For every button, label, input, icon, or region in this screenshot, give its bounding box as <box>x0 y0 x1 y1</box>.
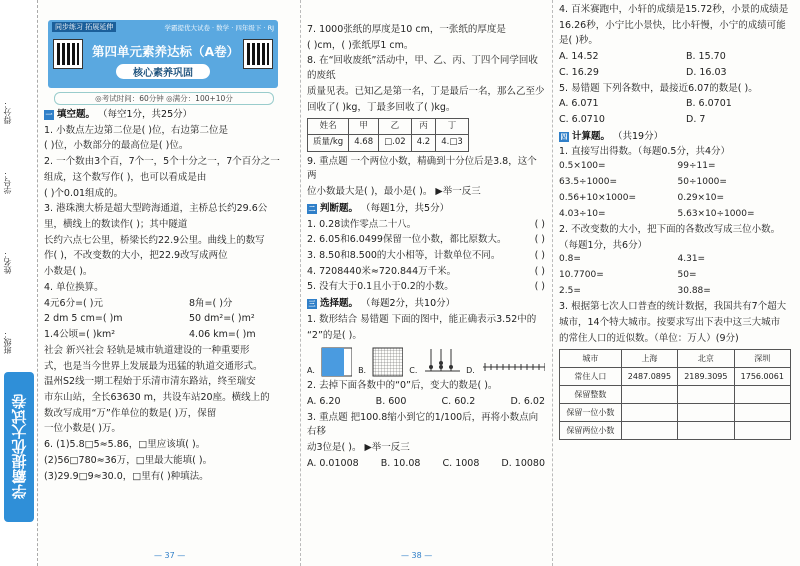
question-line: 1. 数形结合 易错题 下面的图中，能正确表示3.52中的 <box>307 313 537 325</box>
unit-row <box>44 297 289 312</box>
table-cell[interactable] <box>621 422 677 440</box>
question-line: 2. 一个数由3个百，7个一，5个十分之一，7个百分之一 <box>44 156 280 168</box>
question-line: ( )cm，( )张纸厚1 cm。 <box>307 39 414 51</box>
table-cell: 4.□3 <box>436 135 469 151</box>
grid-figure-icon <box>372 347 403 377</box>
question-line: 回收了( )kg，丁最多回收了( )kg。 <box>307 101 456 113</box>
option: B. 6.0701 <box>686 98 732 110</box>
choice-figures <box>307 345 545 377</box>
table-cell[interactable] <box>678 422 734 440</box>
population-table <box>559 349 791 440</box>
page-number: — 38 — <box>401 550 433 560</box>
column-1 <box>44 0 289 566</box>
question-line: 质量见表。已知乙是第一名，丁是最后一名，那么乙至少 <box>307 85 545 97</box>
option: B. 15.70 <box>686 51 726 63</box>
option: A. 0.01008 <box>307 457 359 469</box>
convert-item: 10.7700= <box>559 270 604 281</box>
question-line: 8. 在“回收废纸”活动中，甲、乙、丙、丁四个同学回收的废纸 <box>307 55 538 82</box>
section-number: 三 <box>308 300 316 309</box>
judge-item <box>307 265 545 280</box>
question-line: 作( )，不改变数的大小，把22.9改写成两位 <box>44 250 228 262</box>
question-line: 4. 百米赛跑中，小轩的成绩是15.72秒，小景的成绩是 <box>559 4 789 15</box>
question-line: 位小数最大是( )，最小是( )。 ▶举一反三 <box>307 186 481 198</box>
question-line: 组成，这个数写作( )，也可以看成是由 <box>44 171 207 183</box>
section-score: （每题2分，共10分） <box>361 298 456 310</box>
section-number: 二 <box>308 205 316 214</box>
option-row <box>307 395 545 410</box>
score-field: 得分： <box>3 100 12 124</box>
unit-row <box>44 328 289 343</box>
table-cell[interactable] <box>678 386 734 404</box>
table-cell: 2487.0895 <box>621 368 677 386</box>
question-line: ( )个0.01组成的。 <box>44 187 124 199</box>
option: D. 16.03 <box>686 66 727 78</box>
convert-item: 50= <box>677 270 697 281</box>
question-line: “2”的是( )。 <box>307 329 362 341</box>
question-line: 城市，14个特大城市。按要求写出下表中这三大城市 <box>559 316 781 328</box>
square-figure-icon <box>321 347 352 377</box>
question-line: (3)29.9□9≈30.0，□里有( )种填法。 <box>44 470 209 482</box>
question-line: ( )位，小数部分的最高位是( )位。 <box>44 140 189 152</box>
option-label: C. <box>409 365 418 375</box>
option-label: B. <box>358 365 367 375</box>
section-title: 选择题。 <box>320 298 359 310</box>
page-title: 第四单元素养达标（A卷） <box>92 44 240 59</box>
class-field: 班级： <box>3 330 12 354</box>
table-cell: 保留整数 <box>560 386 622 404</box>
section-score: （每空1分，共25分） <box>98 109 193 120</box>
judge-text: 4. 7208440米≈720.844万千米。 <box>307 265 457 277</box>
option: C. 6.0710 <box>559 114 605 126</box>
question-line: 长约六点七公里，桥梁长约22.9公里。曲线上的数写 <box>44 234 265 246</box>
option: C. 60.2 <box>441 396 476 407</box>
table-cell[interactable] <box>621 404 677 422</box>
section-score: （共19分） <box>613 130 664 142</box>
judge-text: 3. 8.50和8.500的大小相等，计数单位不同。 <box>307 249 501 261</box>
section-calc <box>559 130 796 145</box>
question-line: 3. 重点题 把100.8缩小到它的1/100后，再将小数点向右移 <box>307 411 539 438</box>
question-line: 温州S2线一期工程始于乐清市清东路站，终至瑞安 <box>44 376 256 388</box>
section-title: 判断题。 <box>320 202 359 214</box>
section-score: （每题1分，共5分） <box>361 202 450 214</box>
section-title: 填空题。 <box>57 109 96 120</box>
table-header: 丙 <box>411 119 436 135</box>
series-label: 学霸提优大试卷 · 数学 · 四年级下 · RJ <box>164 24 274 32</box>
table-cell: 保留两位小数 <box>560 422 622 440</box>
table-header: 北京 <box>678 350 734 368</box>
judge-text: 5. 没有大于0.1且小于0.2的小数。 <box>307 281 454 293</box>
table-cell[interactable] <box>734 386 790 404</box>
question-line: 9. 重点题 一个两位小数，精确到十分位后是3.8，这个两 <box>307 155 537 182</box>
unit-item: 4.06 km=( )m <box>189 329 256 341</box>
question-line: 3. 港珠澳大桥是超大型跨海通道，主桥总长约29.6公 <box>44 203 268 215</box>
table-cell[interactable] <box>734 404 790 422</box>
name-field: 姓名： <box>3 250 12 274</box>
question-line: 的常住人口的近似数。（单位：万人）(9分) <box>559 332 739 344</box>
unit-item: 50 dm²=( )m² <box>189 313 255 325</box>
convert-item: 30.88= <box>677 286 711 297</box>
unit-item: 2 dm 5 cm=( )m <box>44 313 123 325</box>
answer-paren: ( ) <box>534 249 545 261</box>
question-line: 里，横线上的数读作( )；其中隧道 <box>44 219 188 231</box>
calc-item: 50÷1000= <box>677 177 727 188</box>
abacus-figure-icon <box>423 345 460 377</box>
page-subtitle: 核心素养巩固 <box>116 64 210 79</box>
question-line: 小数是( )。 <box>44 266 93 278</box>
table-cell: 质量/kg <box>308 135 349 151</box>
question-line: 式，也是当今世界上发展最为迅猛的轨道交通形式。 <box>44 360 263 372</box>
option-row <box>559 66 796 81</box>
judge-item <box>307 280 545 295</box>
question-line: 6. (1)5.8□5≈5.86，□里应该填( )。 <box>44 439 206 451</box>
option: C. 1008 <box>442 457 480 469</box>
table-header: 丁 <box>436 119 469 135</box>
question-line: 是( )秒。 <box>559 35 598 47</box>
question-line: 4. 单位换算。 <box>44 281 104 293</box>
table-cell: 1756.0061 <box>734 368 790 386</box>
option: B. 600 <box>375 396 407 407</box>
binding-strip <box>0 0 38 566</box>
answer-paren: ( ) <box>534 234 545 246</box>
table-header: 乙 <box>379 119 412 135</box>
exam-meta: ◎考试时间：60分钟 ◎满分：100+10分 <box>54 92 274 105</box>
option-row <box>307 457 545 472</box>
table-cell[interactable] <box>678 404 734 422</box>
table-cell: □.02 <box>379 135 412 151</box>
convert-item: 0.8= <box>559 254 581 265</box>
calc-item: 99÷11= <box>677 161 716 172</box>
answer-paren: ( ) <box>534 218 545 230</box>
section-number: 一 <box>45 111 53 120</box>
page-number: — 37 — <box>154 550 186 560</box>
judge-item <box>307 249 545 264</box>
convert-item: 4.31= <box>677 254 706 265</box>
table-cell: 常住人口 <box>560 368 622 386</box>
table-cell: 4.68 <box>349 135 379 151</box>
calc-item: 63.5÷1000= <box>559 177 618 188</box>
answer-paren: ( ) <box>534 265 545 277</box>
table-cell: 2189.3095 <box>678 368 734 386</box>
option: B. 10.08 <box>380 457 421 469</box>
convert-grid <box>559 253 796 299</box>
question-line: 3. 根据第七次人口普查的统计数据，我国共有7个超大 <box>559 301 787 313</box>
table-header: 甲 <box>349 119 379 135</box>
table-cell: 保留一位小数 <box>560 404 622 422</box>
convert-item: 2.5= <box>559 286 581 297</box>
question-line: 1. 小数点左边第二位是( )位，右边第二位是 <box>44 124 229 136</box>
table-cell: 4.2 <box>411 135 436 151</box>
question-line: 5. 易错题 下列各数中，最接近6.07的数是( )。 <box>559 82 758 94</box>
option-row <box>559 113 796 128</box>
section-fill-blank <box>44 108 289 123</box>
banner-tag: 同步练习 拓展延伸 <box>52 22 116 32</box>
table-header: 城市 <box>560 350 622 368</box>
table-header: 深圳 <box>734 350 790 368</box>
section-number: 四 <box>560 133 568 142</box>
option-row <box>559 97 796 112</box>
option: D. 10080 <box>501 457 545 469</box>
judge-text: 1. 0.28读作零点二十八。 <box>307 218 417 230</box>
question-line: 2. 去掉下面各数中的“0”后，变大的数是( )。 <box>307 380 498 392</box>
column-3 <box>552 0 796 566</box>
judge-item <box>307 218 545 233</box>
calc-item: 4.03÷10= <box>559 209 606 219</box>
number-line-icon <box>481 355 545 377</box>
calc-item: 0.29×10= <box>677 193 725 204</box>
section-judge <box>307 202 545 217</box>
unit-row <box>44 312 289 327</box>
question-line: 一位小数是( )万。 <box>44 423 121 435</box>
brand-label: 学霸提优大试卷 <box>4 372 34 522</box>
column-2 <box>300 0 545 566</box>
option: D. 6.02 <box>510 396 545 407</box>
question-line: 动3位是( )。 ▶举一反三 <box>307 442 410 454</box>
question-line: 2. 不改变数的大小，把下面的各数改写成三位小数。 <box>559 223 781 235</box>
calc-item: 5.63×10÷1000= <box>677 209 755 219</box>
option: D. 7 <box>686 114 706 126</box>
table-cell[interactable] <box>621 386 677 404</box>
question-line: (2)56□780≈36万，□里最大能填( )。 <box>44 454 213 466</box>
calc-item: 0.56+10×1000= <box>559 193 637 204</box>
option-row <box>559 50 796 65</box>
option: C. 16.29 <box>559 66 599 78</box>
unit-item: 8角=( )分 <box>189 297 233 309</box>
calc-grid <box>559 160 796 222</box>
question-line: 7. 1000张纸的厚度是10 cm，一张纸的厚度是 <box>307 24 506 35</box>
unit-item: 1.4公顷=( )km² <box>44 329 116 341</box>
paper-table <box>307 118 469 151</box>
calc-item: 0.5×100= <box>559 161 606 172</box>
option-label: A. <box>307 365 315 375</box>
option-label: D. <box>466 365 475 375</box>
question-line: 社会 新兴社会 轻轨是城市轨道建设的一种重要形 <box>44 344 250 356</box>
question-line: 1. 直接写出得数。（每题0.5分，共4分） <box>559 146 730 158</box>
option: A. 6.20 <box>307 396 341 407</box>
option: A. 6.071 <box>559 98 599 110</box>
section-title: 计算题。 <box>572 130 611 142</box>
unit-item: 4元6分=( )元 <box>44 297 103 309</box>
question-line: 市东山站，全长63630 m，共设车站20座。横线上的 <box>44 391 270 403</box>
answer-paren: ( ) <box>534 281 545 293</box>
table-cell[interactable] <box>734 422 790 440</box>
question-line: （每题1分，共6分） <box>559 239 648 251</box>
option: A. 14.52 <box>559 51 599 63</box>
question-line: 16.26秒，小宁比小景快，比小轩慢，小宁的成绩可能 <box>559 19 786 31</box>
judge-item <box>307 233 545 248</box>
question-line: 数改写成用“万”作单位的数是( )万，保留 <box>44 407 217 419</box>
student-id-field: 学号： <box>3 170 12 194</box>
table-header: 姓名 <box>308 119 349 135</box>
table-header: 上海 <box>621 350 677 368</box>
judge-text: 2. 6.05和6.0499保留一位小数，都比原数大。 <box>307 234 507 246</box>
section-choice <box>307 297 545 312</box>
